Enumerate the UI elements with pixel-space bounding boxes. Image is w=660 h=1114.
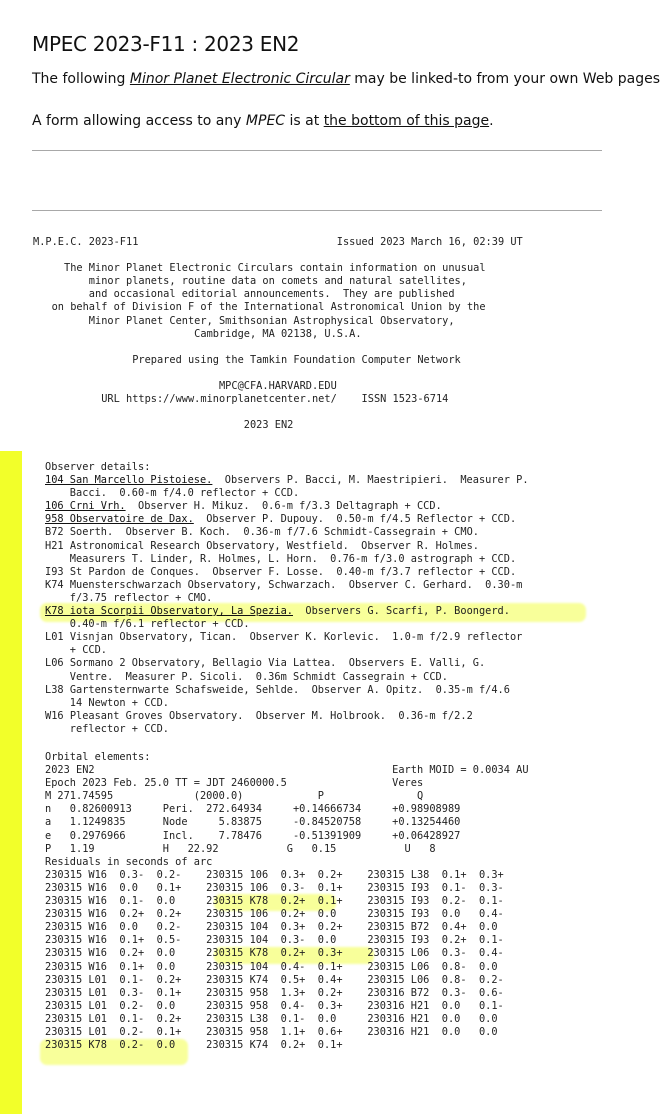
orbit-line: 230315 W16 0.1+ 0.0 230315 104 0.4- 0.1+ 230315 L06 0.8- 0.0 xyxy=(45,960,498,973)
orbit-line: 2023 EN2 Earth MOID = 0.0034 AU xyxy=(45,764,529,777)
observer-entry xyxy=(45,526,479,538)
orbit-line: 230315 L01 0.1- 0.2+ 230315 K74 0.5+ 0.4+ 230315 L06 0.8- 0.2- xyxy=(45,973,504,986)
orbit-line: 230315 W16 0.2+ 0.0 230315 K78 0.2+ 0.3+ 230315 L06 0.3- 0.4- xyxy=(45,947,504,960)
orbit-line: 230315 W16 0.1- 0.0 230315 K78 0.2+ 0.1+ 230315 I93 0.2- 0.1- xyxy=(45,895,504,908)
observer-text: Visnjan Observatory, Tican. Observer K. Korlevic. 1.0-m f/2.9 reflector xyxy=(69,631,523,644)
header-line: Minor Planet Center, Smithsonian Astrophysical Observatory, xyxy=(33,314,455,327)
observer-continuation: f/3.75 reflector + CMO. xyxy=(45,591,213,604)
observer-text: Muensterschwarzach Observatory, Schwarzach. Observer C. Gerhard. 0.30-m xyxy=(69,578,523,591)
observer-text: Pleasant Groves Observatory. Observer M. Holbrook. 0.36-m f/2.2 xyxy=(69,709,473,722)
observer-entry xyxy=(45,684,510,696)
orbit-line: 230315 L01 0.1- 0.2+ 230315 L38 0.1- 0.0 230316 H21 0.0 0.0 xyxy=(45,1012,498,1025)
observer-continuation: reflector + CCD. xyxy=(45,722,169,735)
orbit-line: n 0.82600913 Peri. 272.64934 +0.14666734 +0.98908989 xyxy=(45,803,461,816)
orbit-line: 230315 W16 0.3- 0.2- 230315 106 0.3+ 0.2+ 230315 L38 0.1+ 0.3+ xyxy=(45,868,504,881)
observer-text: Observer P. Dupouy. 0.50-m f/4.5 Reflector + CCD. xyxy=(193,513,517,526)
orbit-line: M 271.74595 (2000.0) P Q xyxy=(45,790,424,803)
observer-continuation: Ventre. Measurer P. Sicoli. 0.36m Schmidt Cassegrain + CCD. xyxy=(45,670,448,683)
observer-text: Sormano 2 Observatory, Bellagio Via Lattea. Observers E. Valli, G. xyxy=(69,657,486,670)
observer-entry xyxy=(45,474,529,486)
observer-entry xyxy=(45,657,485,669)
header-line: MPC@CFA.HARVARD.EDU xyxy=(33,380,337,393)
intro-text: is at xyxy=(285,113,324,129)
observer-entry xyxy=(45,540,479,552)
orbit-line: 230315 W16 0.2+ 0.2+ 230315 106 0.2+ 0.0 230315 I93 0.0 0.4- xyxy=(45,908,504,921)
orbit-line: 230315 L01 0.3- 0.1+ 230315 958 1.3+ 0.2+ 230316 B72 0.3- 0.6- xyxy=(45,986,504,999)
circular-header xyxy=(33,236,523,432)
bottom-of-page-link[interactable]: the bottom of this page xyxy=(323,113,490,129)
observatory-code: I93 xyxy=(45,565,70,578)
observer-entry xyxy=(45,605,510,617)
observer-entry xyxy=(45,513,516,525)
section-heading: Observer details: xyxy=(45,461,151,473)
orbit-line: a 1.1249835 Node 5.83875 -0.84520758 +0.13254460 xyxy=(45,816,461,829)
observatory-link[interactable]: K78 iota Scorpii Observatory, La Spezia. xyxy=(45,605,293,618)
observatory-code: B72 xyxy=(45,526,70,539)
orbit-line: P 1.19 H 22.92 G 0.15 U 8 xyxy=(45,842,436,855)
observer-entry xyxy=(45,631,522,643)
observer-continuation: Bacci. 0.60-m f/4.0 reflector + CCD. xyxy=(45,487,300,500)
intro-em: MPEC xyxy=(245,113,286,129)
highlight-marker xyxy=(0,451,22,1114)
divider xyxy=(32,210,602,211)
header-line: and occasional editorial announcements. They are published xyxy=(33,288,455,301)
intro-text: A form allowing access to any xyxy=(32,113,246,129)
observatory-code: L01 xyxy=(45,631,70,644)
header-line: M.P.E.C. 2023-F11 Issued 2023 March 16, 02:39 UT xyxy=(33,236,523,248)
header-line: URL https://www.minorplanetcenter.net/ ISSN 1523-6714 xyxy=(33,393,449,406)
header-line: Cambridge, MA 02138, U.S.A. xyxy=(33,327,362,340)
observer-continuation: + CCD. xyxy=(45,644,107,657)
observatory-code: W16 xyxy=(45,709,70,722)
header-line: minor planets, routine data on comets and natural satellites, xyxy=(33,275,467,288)
orbit-line: 230315 W16 0.1+ 0.5- 230315 104 0.3- 0.0 230315 I93 0.2+ 0.1- xyxy=(45,934,504,947)
observatory-code: K74 xyxy=(45,578,70,591)
header-line: Prepared using the Tamkin Foundation Computer Network xyxy=(33,353,461,366)
observatory-code: L38 xyxy=(45,683,70,696)
page-title: MPEC 2023-F11 : 2023 EN2 xyxy=(32,32,300,56)
orbit-line: Orbital elements: xyxy=(45,751,151,763)
intro-text: may be linked-to from your own Web pages xyxy=(349,71,660,87)
observatory-link[interactable]: 104 San Marcello Pistoiese. xyxy=(45,474,213,487)
intro-text: The following xyxy=(32,71,130,87)
intro-form-note xyxy=(32,113,494,129)
observer-text: St Pardon de Conques. Observer F. Losse. 0.40-m f/3.7 reflector + CCD. xyxy=(69,565,517,578)
observer-text: Observers G. Scarfi, P. Boongerd. xyxy=(292,605,510,618)
observatory-link[interactable]: 958 Observatoire de Dax. xyxy=(45,513,194,526)
header-line: The Minor Planet Electronic Circulars contain information on unusual xyxy=(33,262,486,275)
orbit-line: 230315 L01 0.2- 0.1+ 230315 958 1.1+ 0.6+ 230316 H21 0.0 0.0 xyxy=(45,1025,498,1038)
observer-continuation: 0.40-m f/6.1 reflector + CCD. xyxy=(45,618,250,631)
observer-text: Astronomical Research Observatory, Westfield. Observer R. Holmes. xyxy=(69,539,479,552)
header-line: 2023 EN2 xyxy=(33,419,294,432)
observer-entry xyxy=(45,566,516,578)
orbit-line: 230315 W16 0.0 0.1+ 230315 106 0.3- 0.1+ 230315 I93 0.1- 0.3- xyxy=(45,881,504,894)
divider xyxy=(32,150,602,151)
observatory-code: H21 xyxy=(45,539,70,552)
intro-text: . xyxy=(489,113,494,129)
intro-link-note xyxy=(32,71,660,87)
orbit-line: e 0.2976966 Incl. 7.78476 -0.51391909 +0.06428927 xyxy=(45,829,461,842)
observer-entry xyxy=(45,500,442,512)
orbit-line: 230315 L01 0.2- 0.0 230315 958 0.4- 0.3+ 230316 H21 0.0 0.1- xyxy=(45,999,504,1012)
observer-continuation: 14 Newton + CCD. xyxy=(45,696,169,709)
observer-entry xyxy=(45,710,473,722)
header-line: on behalf of Division F of the International Astronomical Union by the xyxy=(33,301,486,314)
observer-details xyxy=(45,461,529,736)
orbit-line: 230315 K78 0.2- 0.0 230315 K74 0.2+ 0.1+ xyxy=(45,1039,343,1052)
orbit-line: Epoch 2023 Feb. 25.0 TT = JDT 2460000.5 Veres xyxy=(45,777,424,790)
observer-text: Observers P. Bacci, M. Maestripieri. Measurer P. xyxy=(212,474,529,487)
observer-text: Observer H. Mikuz. 0.6-m f/3.3 Deltagraph + CCD. xyxy=(125,500,442,513)
observer-entry xyxy=(45,579,522,591)
mpec-info-link[interactable]: Minor Planet Electronic Circular xyxy=(129,71,350,87)
orbit-line: 230315 W16 0.0 0.2- 230315 104 0.3+ 0.2+ 230315 B72 0.4+ 0.0 xyxy=(45,921,498,934)
orbit-line: Residuals in seconds of arc xyxy=(45,855,213,868)
observer-text: Gartensternwarte Schafsweide, Sehlde. Observer A. Opitz. 0.35-m f/4.6 xyxy=(69,683,510,696)
observatory-code: L06 xyxy=(45,657,70,670)
orbital-elements xyxy=(45,751,529,1052)
observer-text: Soerth. Observer B. Koch. 0.36-m f/7.6 Schmidt-Cassegrain + CMO. xyxy=(69,526,479,539)
observer-continuation: Measurers T. Linder, R. Holmes, L. Horn. 0.76-m f/3.0 astrograph + CCD. xyxy=(45,552,517,565)
observatory-link[interactable]: 106 Crni Vrh. xyxy=(45,500,126,513)
